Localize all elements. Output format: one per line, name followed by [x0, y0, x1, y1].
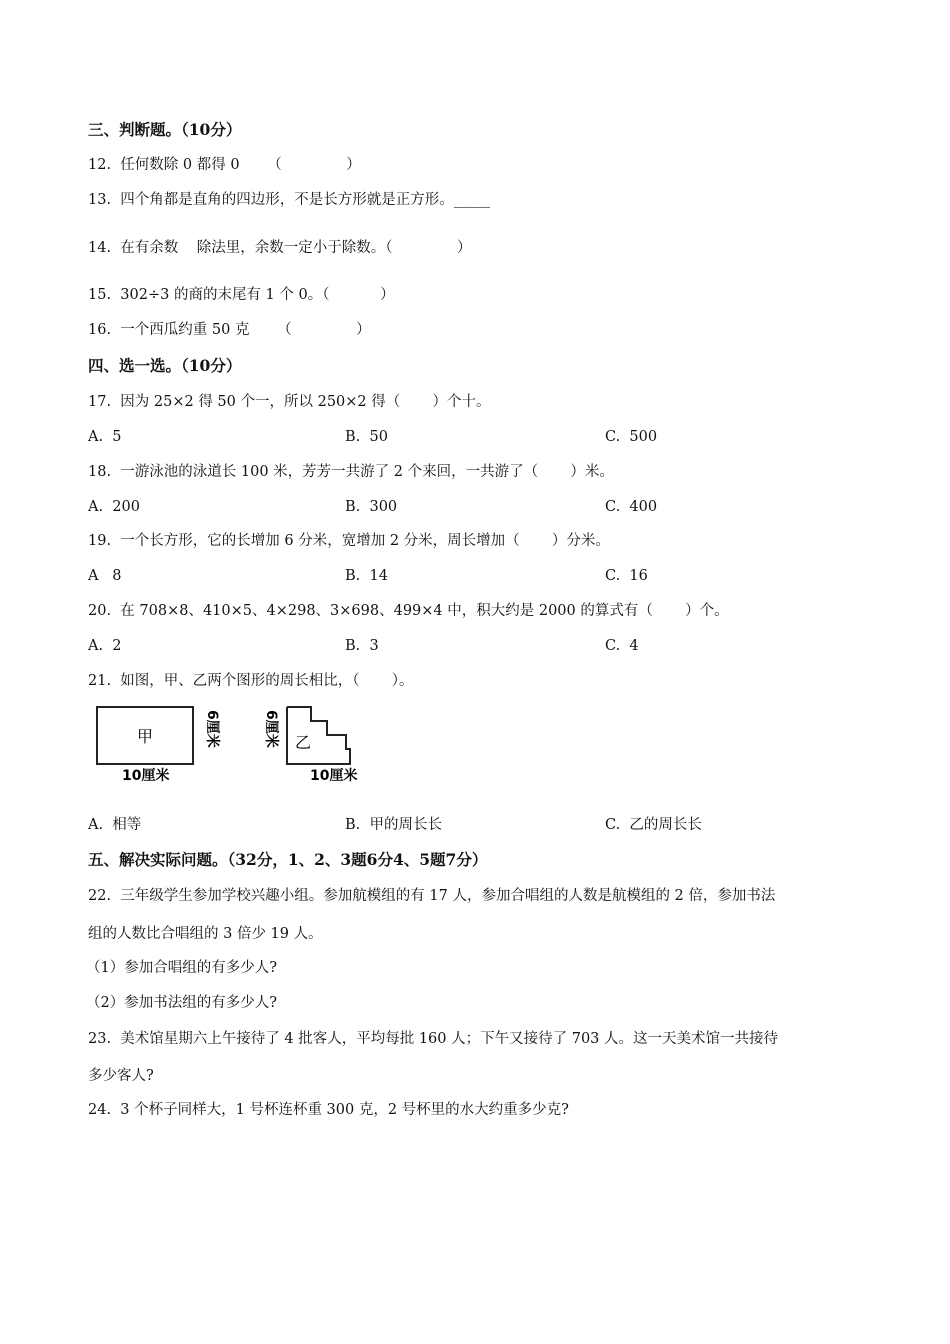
question-20: 20. 在 708×8、410×5、4×298、3×698、499×4 中，积大约是 2000 的算式有（ ）个。: [88, 603, 729, 619]
section-title-problems: 五、解决实际问题。（32分，1、2、3题6分4、5题7分）: [88, 850, 488, 869]
question-13: 13. 四个角都是直角的四边形，不是长方形就是正方形。_____: [88, 192, 491, 208]
label-jia-height: 6厘米: [204, 710, 220, 748]
option-c: C. 4: [605, 638, 639, 654]
option-c: C. 16: [605, 568, 648, 584]
label-yi-height: 6厘米: [263, 710, 279, 748]
label-yi-width: 10厘米: [310, 768, 358, 784]
figure-svg: [90, 700, 390, 790]
option-a: A. 5: [88, 429, 122, 445]
question-21: 21. 如图，甲、乙两个图形的周长相比，（ ）。: [88, 673, 414, 689]
question-14: 14. 在有余数 除法里，余数一定小于除数。（ ）: [88, 240, 472, 256]
perimeter-figure: [90, 700, 390, 790]
problem-22-line2: 组的人数比合唱组的 3 倍少 19 人。: [88, 926, 323, 942]
label-jia-width: 10厘米: [122, 768, 170, 784]
option-c: C. 400: [605, 499, 658, 515]
option-a: A. 2: [88, 638, 122, 654]
label-jia: 甲: [136, 727, 154, 746]
section-title-choice: 四、选一选。（10分）: [88, 356, 242, 375]
option-b: B. 甲的周长长: [345, 817, 442, 833]
option-a: A. 相等: [88, 817, 142, 833]
problem-23-line2: 多少客人?: [88, 1068, 154, 1084]
option-b: B. 3: [345, 638, 379, 654]
label-yi: 乙: [294, 733, 312, 752]
option-a: A 8: [88, 568, 122, 584]
question-15: 15. 302÷3 的商的末尾有 1 个 0。（ ）: [88, 287, 395, 303]
option-c: C. 乙的周长长: [605, 817, 702, 833]
option-a: A. 200: [88, 499, 140, 515]
problem-23-line1: 23. 美术馆星期六上午接待了 4 批客人，平均每批 160 人；下午又接待了 703 人。这一天美术馆一共接待: [88, 1031, 779, 1047]
question-12: 12. 任何数除 0 都得 0 （ ）: [88, 157, 361, 173]
problem-22-sub2: （2）参加书法组的有多少人?: [86, 995, 277, 1011]
problem-22-sub1: （1）参加合唱组的有多少人?: [86, 960, 277, 976]
question-17: 17. 因为 25×2 得 50 个一，所以 250×2 得（ ）个十。: [88, 394, 491, 410]
section-title-judge: 三、判断题。（10分）: [88, 120, 242, 139]
option-b: B. 50: [345, 429, 388, 445]
question-16: 16. 一个西瓜约重 50 克 （ ）: [88, 322, 371, 338]
question-19: 19. 一个长方形，它的长增加 6 分米，宽增加 2 分米，周长增加（ ）分米。: [88, 533, 610, 549]
option-c: C. 500: [605, 429, 658, 445]
problem-22-line1: 22. 三年级学生参加学校兴趣小组。参加航模组的有 17 人，参加合唱组的人数是航模组的 2 倍，参加书法: [88, 888, 776, 904]
option-b: B. 14: [345, 568, 388, 584]
problem-24: 24. 3 个杯子同样大，1 号杯连杯重 300 克，2 号杯里的水大约重多少克?: [88, 1102, 569, 1118]
option-b: B. 300: [345, 499, 398, 515]
question-18: 18. 一游泳池的泳道长 100 米，芳芳一共游了 2 个来回，一共游了（ ）米。: [88, 464, 614, 480]
